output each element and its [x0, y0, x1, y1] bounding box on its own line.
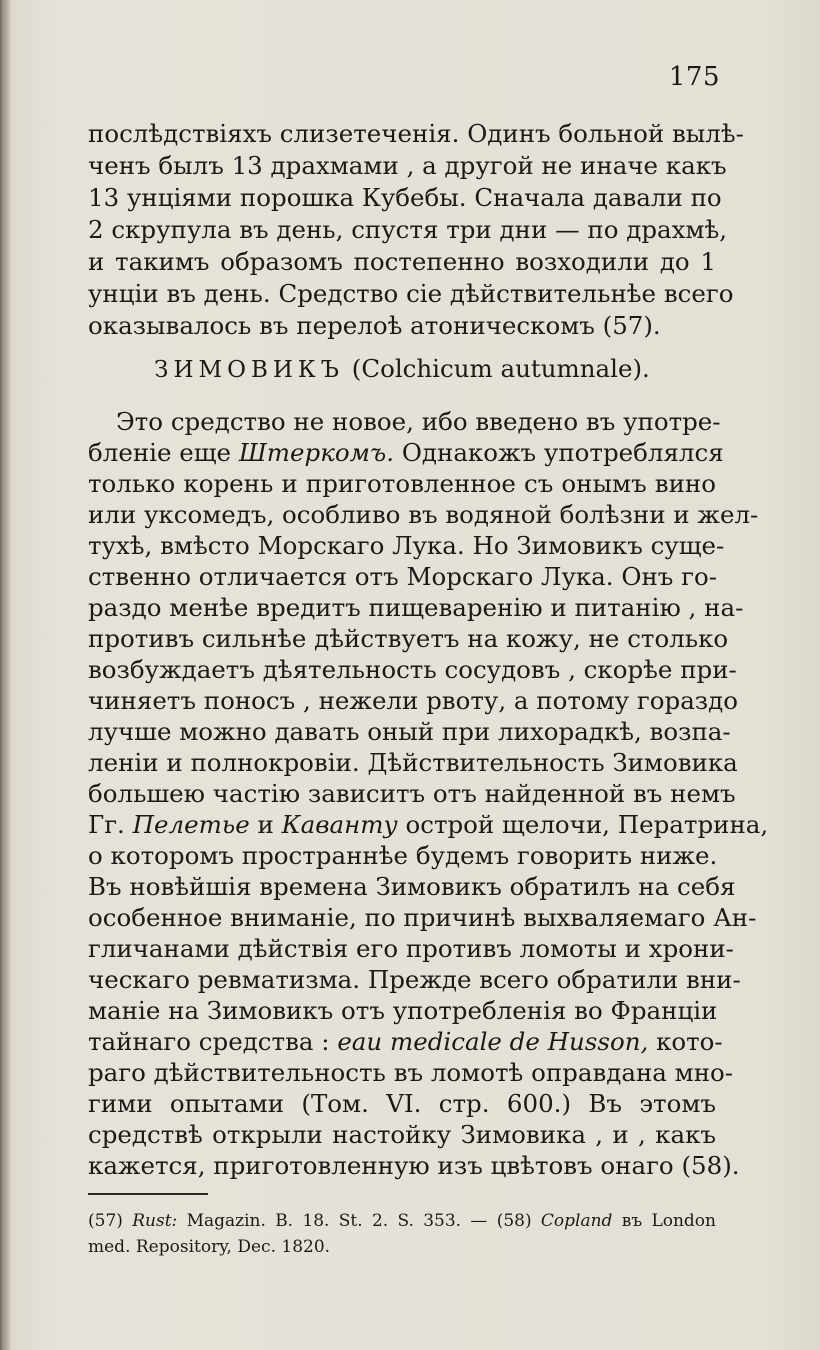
text-line: послѣдствіяхъ слизетеченія. Одинъ больной вылѣ-	[88, 119, 744, 148]
page-number: 175	[668, 62, 720, 92]
text-line: 13 унціями порошка Кубебы. Сначала давали по	[88, 183, 722, 212]
text-fragment: тайнаго средства :	[88, 1027, 330, 1056]
text-line: раго дѣйствительность въ ломотѣ оправдана мно-	[88, 1058, 734, 1087]
text-line: чиняетъ поносъ , нежели рвоту, а потому гораздо	[88, 686, 739, 715]
text-line: ственно отличается отъ Морскаго Лука. Онъ го-	[88, 562, 718, 591]
text-line	[88, 808, 769, 842]
text-line	[88, 1025, 723, 1059]
text-line: гими опытами (Том. VI. стр. 600.) Въ этомъ	[88, 1089, 716, 1118]
text-line: и такимъ образомъ постепенно возходили до 1	[88, 247, 716, 276]
footnote-line	[88, 1208, 716, 1234]
text-line: маніе на Зимовикъ отъ употребленія во Франціи	[88, 996, 718, 1025]
italic-name: Каванту	[281, 810, 398, 839]
text-line: оказывалось въ перелоѣ атоническомъ (57).	[88, 311, 661, 340]
text-line: Въ новѣйшія времена Зимовикъ обратилъ на себя	[88, 872, 736, 901]
text-line: унціи въ день. Средство сіе дѣйствительнѣе всего	[88, 279, 734, 308]
text-line: особенное вниманіе, по причинѣ выхваляемаго Ан-	[88, 903, 757, 932]
text-line	[88, 436, 724, 470]
text-line: 2 скрупула въ день, спустя три дни — по драхмѣ,	[88, 215, 728, 244]
text-line: леніи и полнокровіи. Дѣйствительность Зимовика	[88, 748, 738, 777]
text-line: раздо менѣе вредитъ пищеваренію и питанію , на-	[88, 593, 744, 622]
text-line: о которомъ пространнѣе будемъ говорить ниже.	[88, 841, 718, 870]
section-heading	[88, 352, 716, 386]
text-line: противъ сильнѣе дѣйствуетъ на кожу, не столько	[88, 624, 729, 653]
text-line: Это средство не новое, ибо введено въ употре-	[116, 407, 721, 436]
text-line: только корень и приготовленное съ онымъ вино	[88, 469, 716, 498]
footnote-divider	[88, 1193, 208, 1195]
text-line: ческаго ревматизма. Прежде всего обратили вни-	[88, 965, 741, 994]
italic-name: Пелетье	[132, 810, 250, 839]
text-line: тухѣ, вмѣсто Морскаго Лука. Но Зимовикъ суще-	[88, 531, 725, 560]
text-fragment: Однакожъ употреблялся	[401, 438, 724, 467]
footnote-text: Magazin. B. 18. St. 2. S. 353. — (58)	[186, 1211, 532, 1231]
text-line: кажется, приготовленную изъ цвѣтовъ онаго (58).	[88, 1151, 740, 1180]
italic-name: Штеркомъ.	[238, 438, 395, 467]
text-line: гличанами дѣйствія его противъ ломоты и хрони-	[88, 934, 734, 963]
text-fragment: кото-	[656, 1027, 723, 1056]
italic-name: eau medicale de Husson,	[337, 1027, 649, 1056]
footnote-line: med. Repository, Dec. 1820.	[88, 1237, 331, 1257]
text-line: ченъ былъ 13 драхмами , а другой не иначе какъ	[88, 151, 727, 180]
text-line: или уксомедъ, особливо въ водяной болѣзни и жел-	[88, 500, 759, 529]
text-line: большею частію зависитъ отъ найденной въ немъ	[88, 779, 736, 808]
page-binding-edge	[0, 0, 10, 1350]
text-line: лучше можно давать оный при лихорадкѣ, возпа-	[88, 717, 731, 746]
text-line: возбуждаетъ дѣятельность сосудовъ , скорѣе при-	[88, 655, 737, 684]
text-fragment: и	[257, 810, 274, 839]
footnote-number: (57)	[88, 1211, 123, 1231]
heading-title: ЗИМОВИКЪ	[154, 357, 344, 383]
text-fragment: бленіе еще	[88, 438, 232, 467]
text-line: средствѣ открыли настойку Зимовика , и , какъ	[88, 1120, 716, 1149]
footnote-author: Copland	[540, 1211, 613, 1231]
text-fragment: Гг.	[88, 810, 125, 839]
footnote-author: Rust:	[132, 1211, 178, 1231]
footnote-text: въ London	[621, 1211, 716, 1231]
text-fragment: острой щелочи, Ператрина,	[405, 810, 769, 839]
heading-latin-name: (Colchicum autumnale).	[351, 354, 650, 383]
